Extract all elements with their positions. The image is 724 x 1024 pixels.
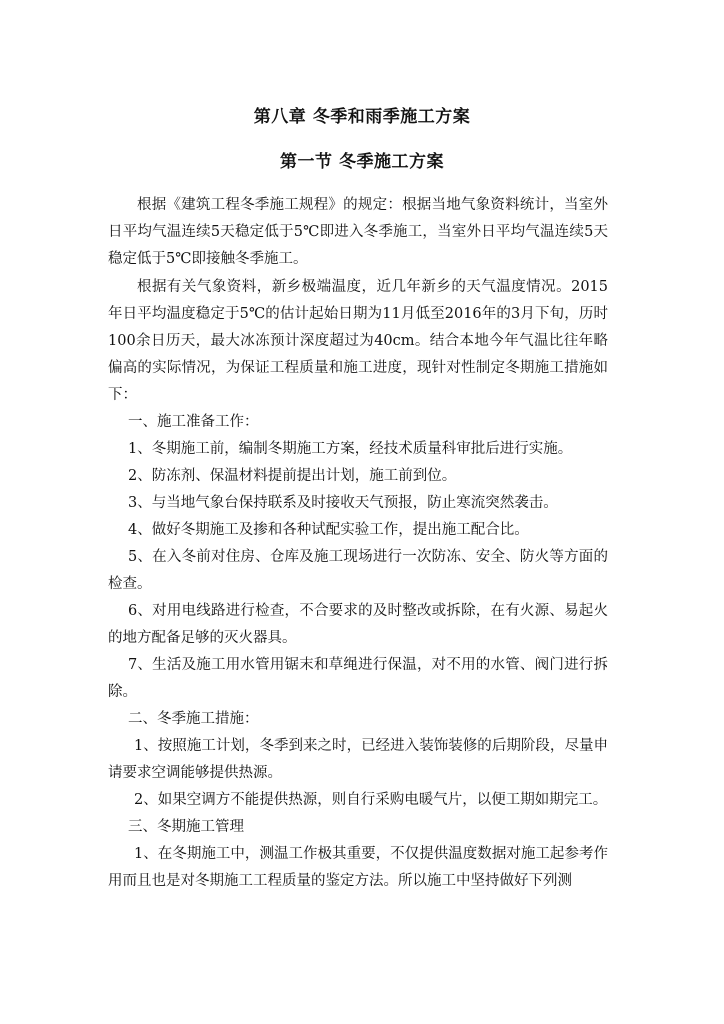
section-title: 第一节 冬季施工方案 xyxy=(280,152,444,172)
list-item: 2、防冻剂、保温材料提前提出计划，施工前到位。 xyxy=(128,468,457,484)
paragraph-weather: 根据有关气象资料，新乡极端温度，近几年新乡的天气温度情况。2015年日平均温度稳定于5℃的估计起始日期为11月低至2016年的3月下旬，历时100余日历天，最大冰冻预计深度超过为40cm。结合本地今年气温比往年略偏高的实际情况，为保证工程质量和施工进度，现针对性制定冬期施工措施如下： xyxy=(108,279,608,403)
document-body xyxy=(108,192,608,895)
list-item: 6、对用电线路进行检查，不合要求的及时整改或拆除，在有火源、易起火的地方配备足够的灭火器具。 xyxy=(108,603,608,646)
list-item: 1、在冬期施工中，测温工作极其重要，不仅提供温度数据对施工起参考作用而且也是对冬期施工工程质量的鉴定方法。所以施工中坚持做好下列测 xyxy=(108,846,608,889)
list-item: 4、做好冬期施工及掺和各种试配实验工作，提出施工配合比。 xyxy=(128,522,529,538)
heading-preparation: 一、施工准备工作： xyxy=(128,414,259,430)
list-item: 3、与当地气象台保持联系及时接收天气预报，防止寒流突然袭击。 xyxy=(128,495,558,511)
list-item: 2、如果空调方不能提供热源，则自行采购电暖气片，以便工期如期完工。 xyxy=(134,792,608,808)
list-item: 7、生活及施工用水管用锯末和草绳进行保温，对不用的水管、阀门进行拆除。 xyxy=(108,657,608,700)
list-item: 1、冬期施工前，编制冬期施工方案，经技术质量科审批后进行实施。 xyxy=(128,441,573,457)
heading-management: 三、冬期施工管理 xyxy=(128,819,244,835)
list-item: 5、在入冬前对住房、仓库及施工现场进行一次防冻、安全、防火等方面的检查。 xyxy=(108,549,608,592)
heading-measures: 二、冬季施工措施： xyxy=(128,711,259,727)
chapter-title: 第八章 冬季和雨季施工方案 xyxy=(253,107,471,127)
list-item: 1、按照施工计划，冬季到来之时，已经进入装饰装修的后期阶段，尽量申请要求空调能够提供热源。 xyxy=(108,738,608,781)
paragraph-regulation: 根据《建筑工程冬季施工规程》的规定：根据当地气象资料统计，当室外日平均气温连续5天稳定低于5℃即进入冬季施工，当室外日平均气温连续5天稳定低于5℃即接触冬季施工。 xyxy=(108,197,608,267)
